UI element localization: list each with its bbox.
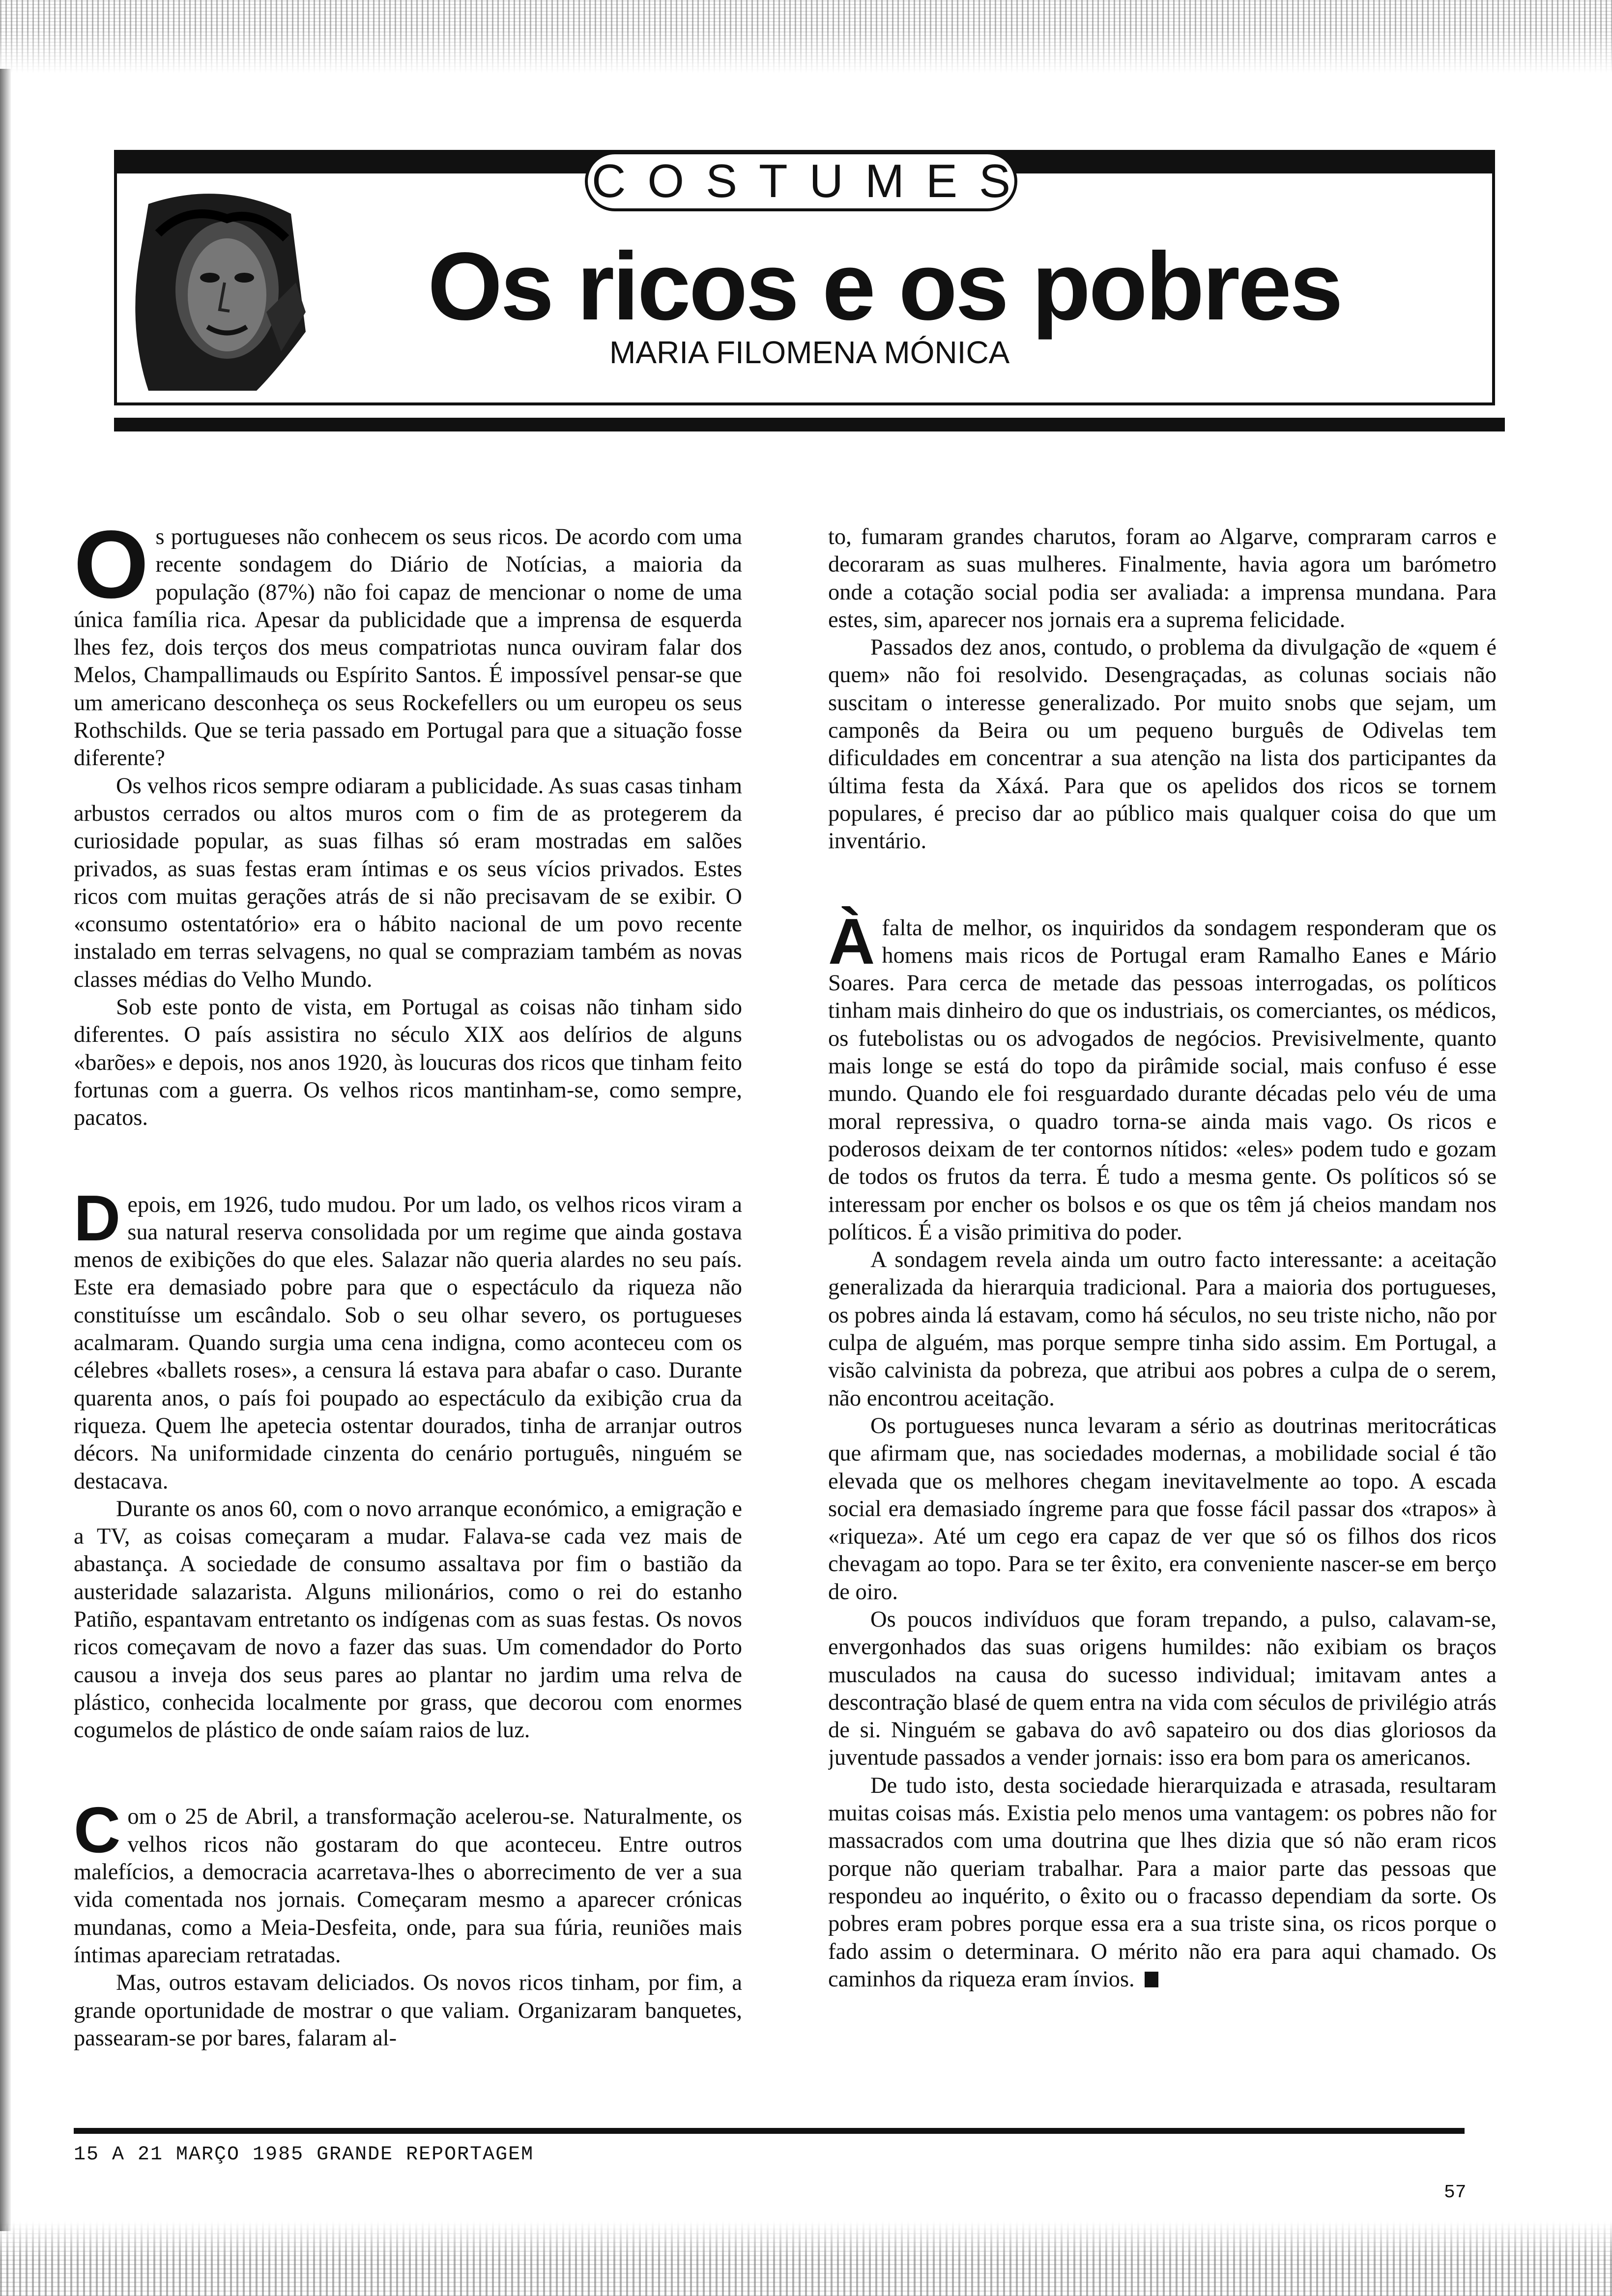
paragraph: Os poucos indivíduos que foram trepando, a pulso, calavam-se, envergonhados das suas origens humildes: não exibiam os braços musculados na causa do sucesso individual; imitavam antes a descontração blasé de quem entra na vida com séculos de privilégio atrás de si. Ninguém se gabava do avô sapateiro ou dos dias gloriosos da juventude passados a vender jornais: isso era bom para os americanos. [828, 1607, 1497, 1771]
end-of-article-mark [1145, 1972, 1158, 1987]
article-column-left [74, 523, 742, 2111]
paragraph [828, 1772, 1497, 1993]
article-column-right [828, 523, 1497, 2111]
paragraph [74, 1181, 742, 1495]
paragraph: to, fumaram grandes charutos, foram ao Algarve, compraram carros e decoraram as suas mulheres. Finalmente, havia agora um barómetro onde a cotação social podia ser avaliada: a imprensa mundana. Para estes, sim, aparecer nos jornais era a suprema felicidade. [828, 524, 1497, 632]
header-rule [114, 418, 1505, 431]
scan-edge-shadow [0, 69, 11, 2231]
author-portrait [129, 184, 316, 391]
paragraph: Mas, outros estavam deliciados. Os novos ricos tinham, por fim, a grande oportunidade de mostrar o que valiam. Organizaram banquetes, passearam-se por bares, falaram al- [74, 1970, 742, 2051]
page-number: 57 [1444, 2182, 1467, 2203]
paragraph: Os velhos ricos sempre odiaram a publicidade. As suas casas tinham arbustos cerrados ou altos muros com o fim de as protegerem da curiosidade popular, as suas filhas só eram mostradas em salões privados, as suas festas eram íntimas e os seus vícios privados. Estes ricos com muitas gerações atrás de si não precisavam de se exibir. O «consumo ostentatório» era o hábito nacional de um povo recente instalado em terras selvagens, no qual se compraziam também as novas classes médias do Velho Mundo. [74, 773, 742, 992]
section-label: COSTUMES [591, 155, 1033, 207]
paragraph-text: falta de melhor, os inquiridos da sondagem responderam que os homens mais ricos de Portugal eram Ramalho Eanes e Mário Soares. Para cerca de metade das pessoas interrogadas, os políticos tinham mais dinheiro do que os industriais, os comerciantes, os médicos, os futebolistas ou os advogados de negócios. Previsivelmente, quanto mais longe se está do topo da pirâmide social, mais confuso é esse mundo. Quando ele foi resguardado durante décadas pelo véu de uma moral repressiva, o quadro torna-se ainda mais vago. Os ricos e poderosos deixam de ter contornos nítidos: «eles» podem tudo e gozam de todos os frutos da terra. É tudo a mesma gente. Os políticos só se interessam por encher os bolsos e os que os têm já cheios mandam nos políticos. É a visão primitiva do poder. [828, 915, 1497, 1245]
paragraph: Os portugueses nunca levaram a sério as doutrinas meritocráticas que afirmam que, nas sociedades modernas, a mobilidade social é tão elevada que os melhores chegam inevitavelmente ao topo. A escada social era demasiado íngreme para que fosse fácil passar dos «trapos» à «riqueza». Até um cego era capaz de ver que só os filhos dos ricos chevagam ao topo. Para se ter êxito, era conveniente nascer-se em berço de oiro. [828, 1413, 1497, 1605]
drop-cap: À [828, 905, 875, 977]
drop-cap: C [74, 1794, 121, 1866]
paragraph: Durante os anos 60, com o novo arranque económico, a emigração e a TV, as coisas começaram a mudar. Falava-se cada vez mais de abastança. A sociedade de consumo assaltava por fim o bastião da austeridade salazarista. Alguns milionários, como o rei do estanho Patiño, espantavam entretanto os indígenas com as suas festas. Os novos ricos começavam de novo a fazer das suas. Um comendador do Porto causou a inveja dos seus pares ao plantar no jardim uma relva de plástico, conhecida localmente por grass, que decorou com enormes cogumelos de plástico de onde saíam raios de luz. [74, 1496, 742, 1743]
article-title: Os ricos e os pobres [428, 232, 1341, 340]
scan-noise-top [0, 0, 1612, 74]
paragraph [74, 1794, 742, 1969]
scan-noise-bottom [0, 2221, 1612, 2296]
paragraph [74, 523, 742, 773]
author-byline: MARIA FILOMENA MÓNICA [609, 335, 1010, 370]
paragraph [828, 905, 1497, 1247]
paragraph: A sondagem revela ainda um outro facto interessante: a aceitação generalizada da hierarquia tradicional. Para a maioria dos portugueses, os pobres ainda lá estavam, como há séculos, no seu triste nicho, não por culpa de alguém, mas porque sempre tinha sido assim. Em Portugal, a visão calvinista da pobreza, que atribui aos pobres a culpa de o serem, não encontrou aceitação. [828, 1247, 1497, 1411]
issue-line: 15 A 21 MARÇO 1985 GRANDE REPORTAGEM [74, 2144, 534, 2166]
paragraph-text: epois, em 1926, tudo mudou. Por um lado, os velhos ricos viram a sua natural reserva consolidada por um regime que ainda gostava menos de exibições do que eles. Salazar não queria alardes no seu país. Este era demasiado pobre para que o espectáculo da riqueza não constituísse um escândalo. Sob o seu olhar severo, os portugueses acalmaram. Quando surgia uma cena indigna, como aconteceu com os célebres «ballets roses», a censura lá estava para abafar o caso. Durante quarenta anos, o país foi poupado ao espectáculo da exibição crua da riqueza. Quem lhe apetecia ostentar dourados, tinha de arranjar outros décors. Na uniformidade cinzenta do cenário português, ninguém se destacava. [74, 1192, 742, 1494]
section-badge [585, 151, 1033, 211]
paragraph: Sob este ponto de vista, em Portugal as coisas não tinham sido diferentes. O país assistira no século XIX aos delírios de alguns «barões» e depois, nos anos 1920, às loucuras dos ricos que tinham feito fortunas com a guerra. Os velhos ricos mantinham-se, como sempre, pacatos. [74, 995, 742, 1131]
paragraph-text: s portugueses não conhecem os seus ricos. De acordo com uma recente sondagem do Diário de Notícias, a maioria da população (87%) não foi capaz de mencionar o nome de uma única família rica. Apesar da publicidade que a imprensa de esquerda lhes fez, dois terços dos meus compatriotas nunca ouviram falar dos Melos, Champallimauds ou Espírito Santos. É impossível pensar-se que um americano desconheça os seus Rockefellers ou um europeu os seus Rothschilds. Que se teria passado em Portugal para que a situação fosse diferente? [74, 524, 742, 771]
paragraph: Passados dez anos, contudo, o problema da divulgação de «quem é quem» não foi resolvido. Desengraçadas, as colunas sociais não suscitam o interesse generalizado. Por muito snobs que sejam, um camponês da Beira ou um pequeno burguês de Odivelas tem dificuldades em concentrar a sua atenção na lista dos participantes da última festa da Xáxá. Para que os apelidos dos ricos se tornem populares, é preciso dar ao público mais qualquer coisa do que um inventário. [828, 635, 1497, 854]
paragraph-text: De tudo isto, desta sociedade hierarquizada e atrasada, resultaram muitas coisas más. Existia pelo menos uma vantagem: os pobres não for massacrados com uma doutrina que lhes dizia que só não eram ricos porque não queriam trabalhar. Para a maior parte das pessoas que respondeu ao inquérito, o êxito ou o fracasso dependiam da sorte. Os pobres eram pobres porque essa era a sua triste sina, os ricos porque o fado assim o determinara. O mérito não era para aqui chamado. Os caminhos da riqueza eram ínvios. [828, 1773, 1497, 1992]
drop-cap: D [74, 1181, 121, 1254]
footer-rule [74, 2128, 1465, 2134]
paragraph-text: om o 25 de Abril, a transformação acelerou-se. Naturalmente, os velhos ricos não gostaram do que aconteceu. Entre outros malefícios, a democracia acarretava-lhes o aborrecimento de ver a sua vida comentada nos jornais. Começaram mesmo a aparecer crónicas mundanas, como a Meia-Desfeita, onde, para sua fúria, reuniões mais íntimas apareciam retratadas. [74, 1804, 742, 1968]
drop-cap: O [74, 523, 149, 618]
